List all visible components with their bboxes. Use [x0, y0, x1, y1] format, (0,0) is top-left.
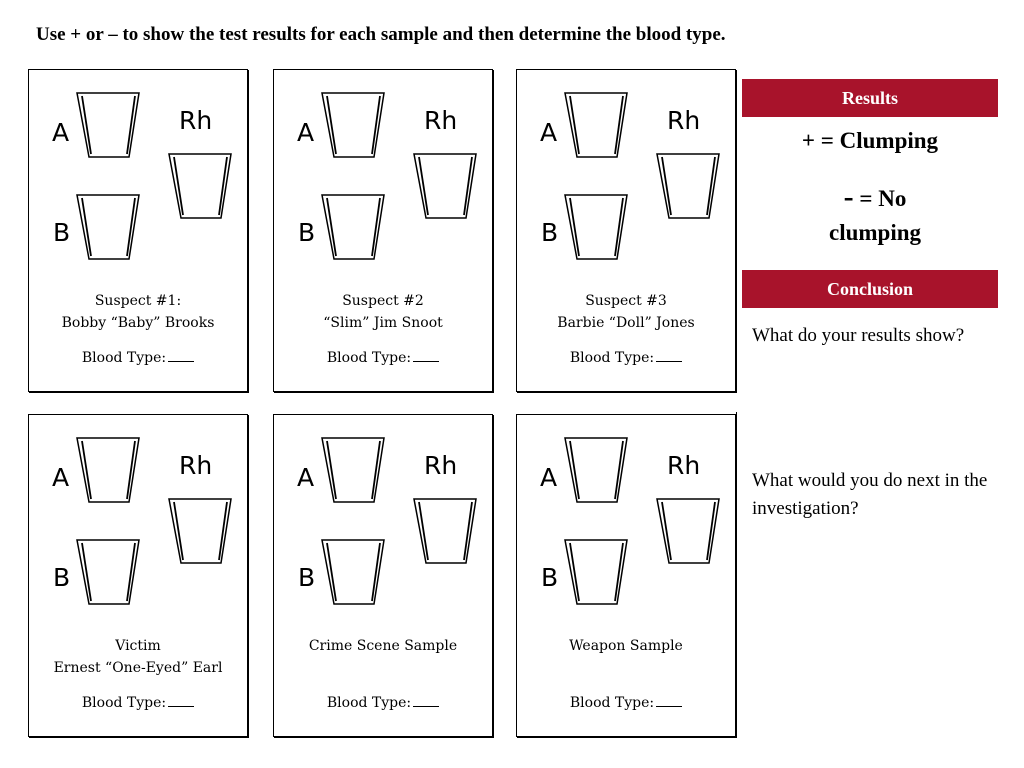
positive-meaning: = Clumping: [820, 128, 939, 153]
cup-b[interactable]: [77, 540, 139, 604]
cup-a-label: A: [540, 463, 558, 492]
cup-a[interactable]: [77, 93, 139, 157]
sample-title: Victim: [115, 638, 161, 654]
cup-b[interactable]: [322, 195, 384, 259]
sample-subtitle: “Slim” Jim Snoot: [323, 315, 443, 331]
cup-a-label: A: [540, 118, 558, 147]
cup-b[interactable]: [77, 195, 139, 259]
legend-positive: [742, 128, 998, 154]
sample-name: [517, 290, 735, 334]
cup-a-label: A: [297, 118, 315, 147]
cup-a[interactable]: [322, 438, 384, 502]
plus-symbol: +: [801, 128, 816, 153]
blood-type-label: Blood Type:: [569, 695, 655, 711]
blood-type-field[interactable]: [29, 347, 247, 366]
cup-rh-label: Rh: [179, 106, 213, 135]
question-next-step: What would you do next in the investigation?: [752, 470, 988, 519]
cup-b-label: B: [53, 218, 71, 247]
blood-type-label: Blood Type:: [81, 695, 167, 711]
blood-type-field[interactable]: [517, 692, 735, 711]
cup-a[interactable]: [77, 438, 139, 502]
sample-title: Suspect #3: [585, 293, 667, 309]
blood-type-label: Blood Type:: [326, 695, 412, 711]
sample-name: [29, 290, 247, 334]
cup-a[interactable]: [322, 93, 384, 157]
sample-title: Crime Scene Sample: [308, 638, 458, 654]
minus-symbol: -: [843, 180, 854, 213]
blood-type-blank[interactable]: [656, 692, 682, 707]
sample-name: [517, 635, 735, 657]
cup-b-label: B: [541, 218, 559, 247]
results-header: Results: [742, 79, 998, 117]
negative-meaning: = No clumping: [828, 186, 922, 245]
sample-name: [29, 635, 247, 679]
divider-line: [736, 412, 737, 737]
cup-b-label: B: [298, 218, 316, 247]
sample-card-suspect-2: [273, 69, 493, 392]
blood-type-field[interactable]: [29, 692, 247, 711]
cup-a-label: A: [297, 463, 315, 492]
cup-b-label: B: [53, 563, 71, 592]
conclusion-header: Conclusion: [742, 270, 998, 308]
sample-subtitle: Bobby “Baby” Brooks: [61, 315, 215, 331]
blood-type-blank[interactable]: [413, 347, 439, 362]
cup-b-label: B: [541, 563, 559, 592]
cup-a[interactable]: [565, 93, 627, 157]
sample-card-suspect-1: [28, 69, 248, 392]
sample-subtitle: Barbie “Doll” Jones: [557, 315, 695, 331]
blood-type-blank[interactable]: [168, 347, 194, 362]
blood-type-blank[interactable]: [413, 692, 439, 707]
blood-type-blank[interactable]: [656, 347, 682, 362]
sample-card-weapon: [516, 414, 736, 737]
cup-rh-label: Rh: [424, 451, 458, 480]
sample-card-crime-scene: [273, 414, 493, 737]
sample-title: Suspect #2: [342, 293, 424, 309]
cup-b[interactable]: [322, 540, 384, 604]
sample-title: Weapon Sample: [569, 638, 683, 654]
cup-rh[interactable]: [414, 154, 476, 218]
cup-rh[interactable]: [414, 499, 476, 563]
sample-title: Suspect #1:: [94, 293, 182, 309]
cup-rh-label: Rh: [424, 106, 458, 135]
cup-rh-label: Rh: [667, 451, 701, 480]
sample-name: [274, 290, 492, 334]
cup-b[interactable]: [565, 540, 627, 604]
cup-a[interactable]: [565, 438, 627, 502]
sample-card-victim: [28, 414, 248, 737]
instructions-text: Use + or – to show the test results for each sample and then determine the blood type.: [36, 24, 726, 45]
blood-type-label: Blood Type:: [326, 350, 412, 366]
cup-rh-label: Rh: [667, 106, 701, 135]
cup-a-label: A: [52, 118, 70, 147]
cup-b[interactable]: [565, 195, 627, 259]
cup-b-label: B: [298, 563, 316, 592]
cup-rh[interactable]: [657, 154, 719, 218]
sample-name: [274, 635, 492, 657]
blood-type-field[interactable]: [517, 347, 735, 366]
cup-rh[interactable]: [169, 499, 231, 563]
blood-type-field[interactable]: [274, 347, 492, 366]
cup-a-label: A: [52, 463, 70, 492]
sample-card-suspect-3: [516, 69, 736, 392]
legend-negative: [800, 180, 950, 250]
cup-rh-label: Rh: [179, 451, 213, 480]
blood-type-label: Blood Type:: [569, 350, 655, 366]
cup-rh[interactable]: [657, 499, 719, 563]
cup-rh[interactable]: [169, 154, 231, 218]
blood-type-blank[interactable]: [168, 692, 194, 707]
blood-type-field[interactable]: [274, 692, 492, 711]
blood-type-label: Blood Type:: [81, 350, 167, 366]
sample-subtitle: Ernest “One-Eyed” Earl: [53, 660, 223, 676]
question-results: What do your results show?: [752, 325, 965, 346]
